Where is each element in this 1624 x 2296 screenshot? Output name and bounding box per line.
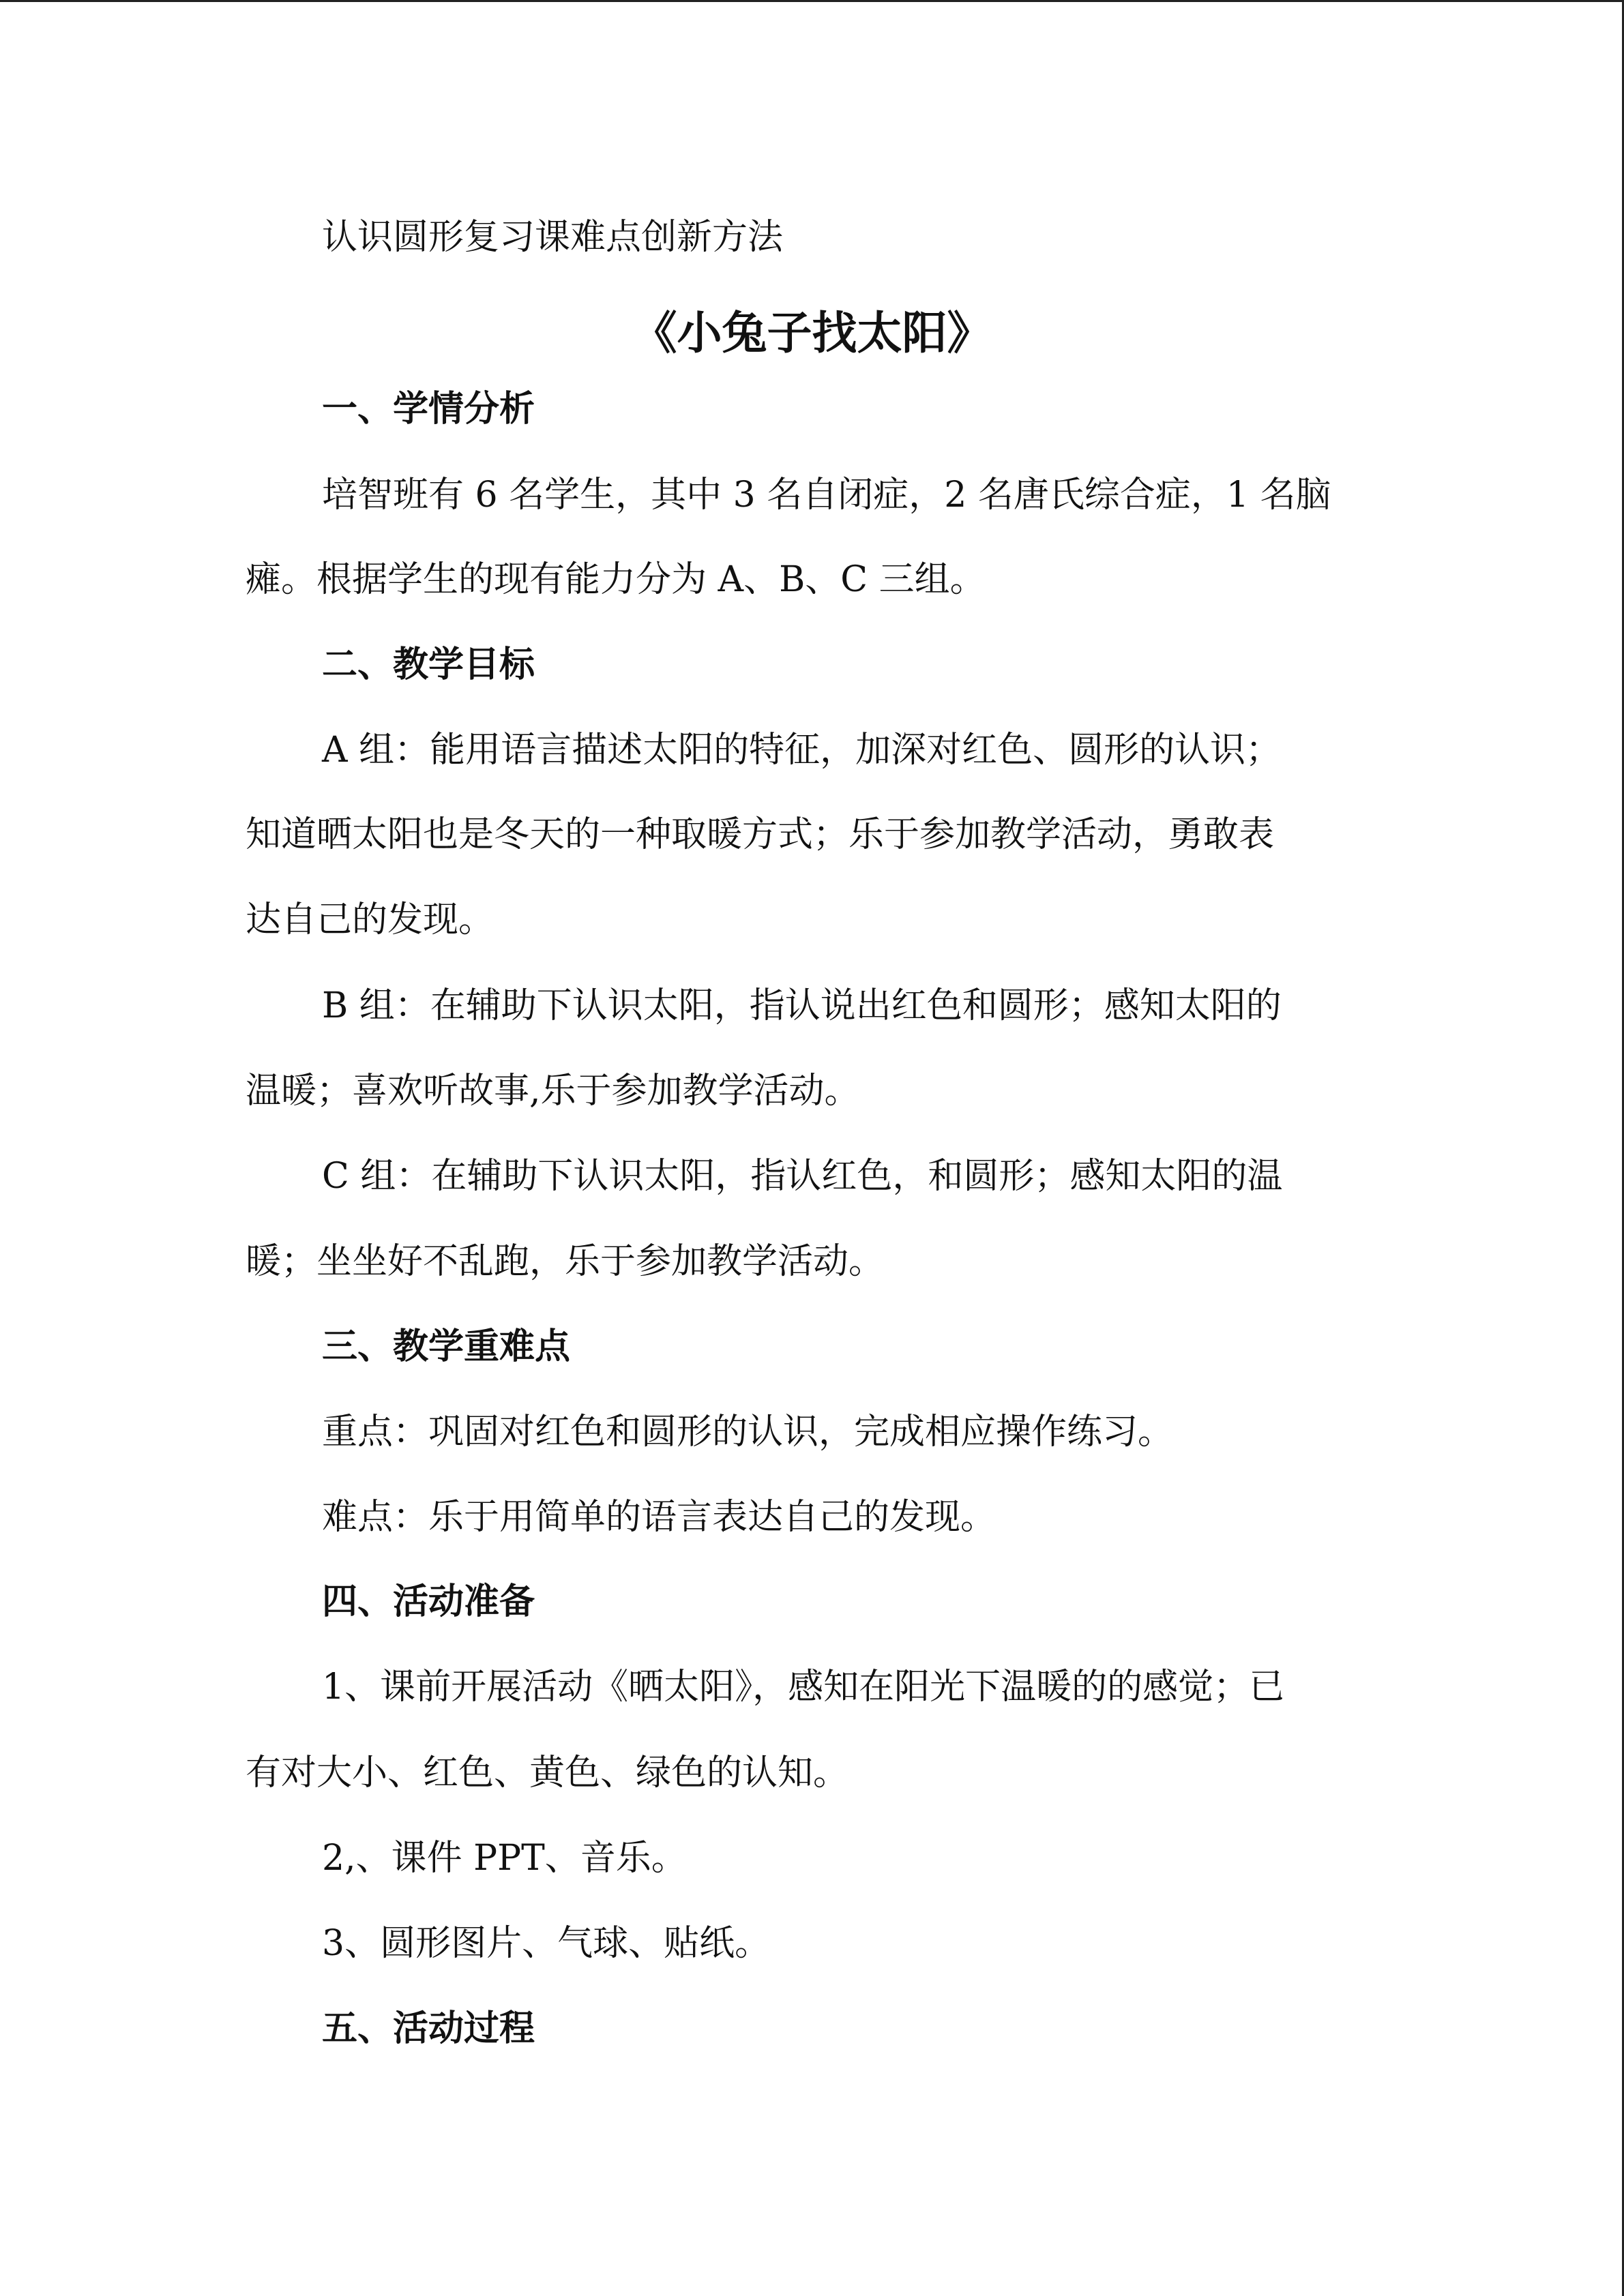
paragraph-line: 有对大小、红色、黄色、绿色的认知。: [246, 1753, 849, 1793]
paragraph-line: C 组：在辅助下认识太阳，指认红色，和圆形；感知太阳的温: [322, 1156, 1283, 1197]
paragraph-line: 温暖；喜欢听故事,乐于参加教学活动。: [246, 1071, 860, 1112]
paragraph-line: 重点：巩固对红色和圆形的认识，完成相应操作练习。: [322, 1412, 1174, 1452]
section-heading-4: 四、活动准备: [322, 1581, 535, 1622]
section-heading-5: 五、活动过程: [322, 2008, 535, 2049]
paragraph-line: B 组：在辅助下认识太阳，指认说出红色和圆形；感知太阳的: [322, 985, 1282, 1026]
paragraph-line: 瘫。根据学生的现有能力分为 A、B、C 三组。: [246, 559, 986, 600]
paragraph-line: 难点：乐于用简单的语言表达自己的发现。: [322, 1497, 996, 1538]
paragraph-line: 3、圆形图片、气球、贴纸。: [322, 1923, 771, 1964]
paragraph-line: 暖；坐坐好不乱跑，乐于参加教学活动。: [246, 1241, 885, 1282]
document-subject: 认识圆形复习课难点创新方法: [322, 217, 784, 258]
section-heading-3: 三、教学重难点: [322, 1326, 571, 1367]
paragraph-line: 1、课前开展活动《晒太阳》，感知在阳光下温暖的的感觉；已: [322, 1667, 1285, 1708]
document-title: 《小兔子找太阳》: [632, 306, 992, 359]
section-heading-1: 一、学情分析: [322, 389, 535, 430]
section-heading-2: 二、教学目标: [322, 644, 535, 685]
paragraph-line: 2,、课件 PPT、音乐。: [322, 1838, 687, 1879]
paragraph-line: 培智班有 6 名学生，其中 3 名自闭症，2 名唐氏综合症，1 名脑: [322, 475, 1331, 516]
paragraph-line: 达自己的发现。: [246, 899, 494, 940]
paragraph-line: A 组：能用语言描述太阳的特征，加深对红色、圆形的认识；: [322, 730, 1282, 771]
paragraph-line: 知道晒太阳也是冬天的一种取暖方式；乐于参加教学活动，勇敢表: [246, 814, 1275, 855]
